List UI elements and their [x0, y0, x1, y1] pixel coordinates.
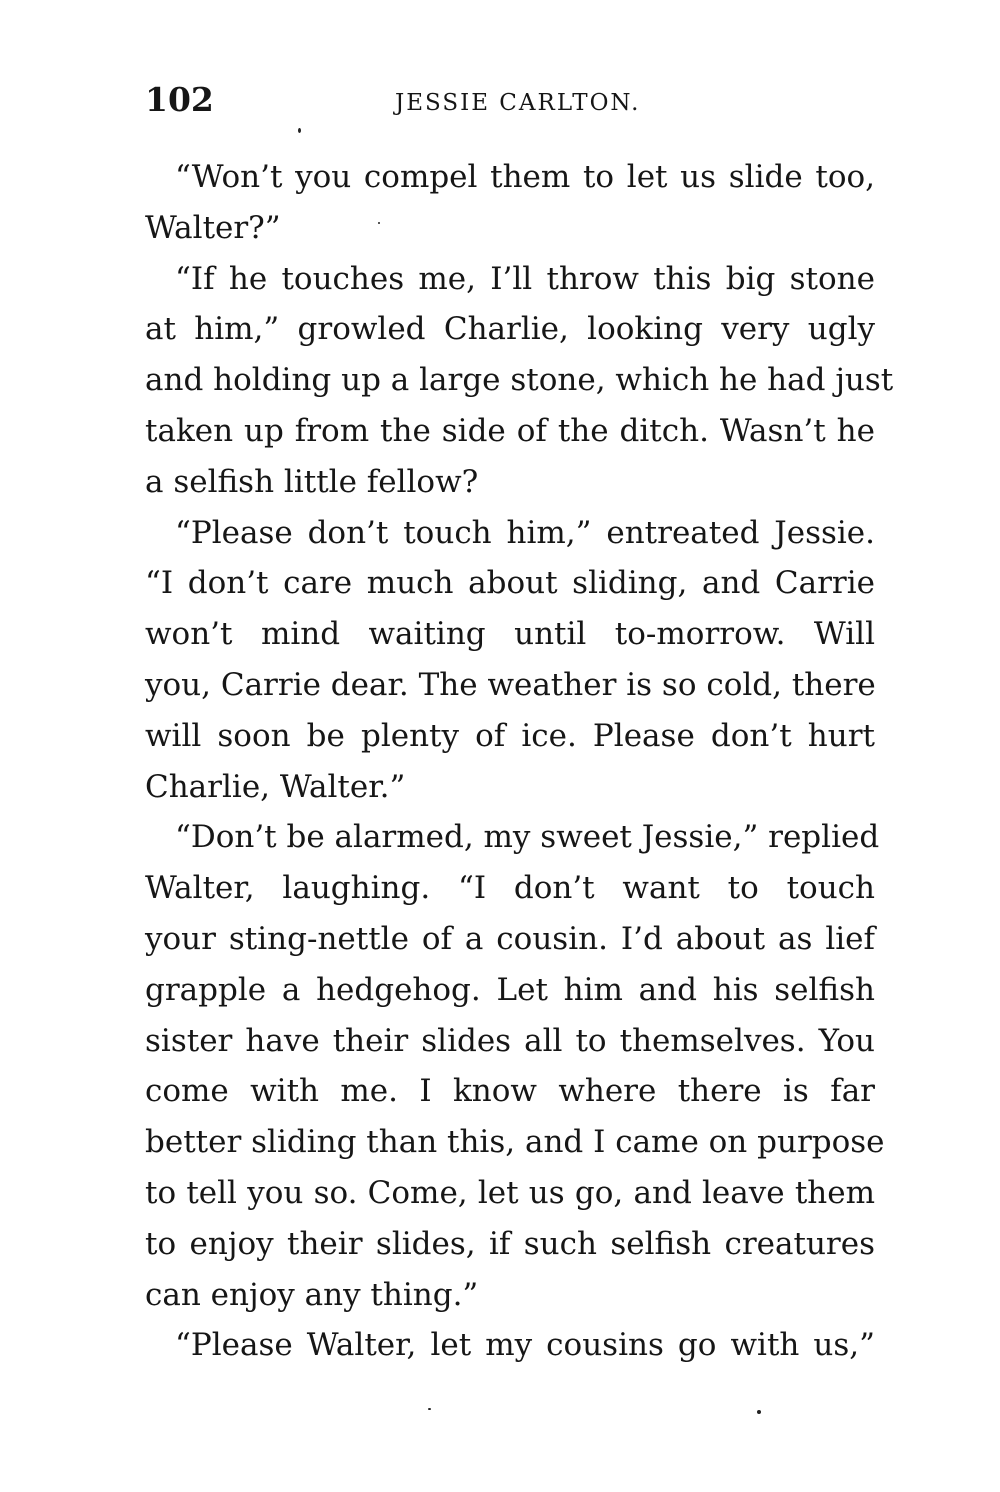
text-line: can enjoy any thing.” [145, 1276, 479, 1313]
text-line: sister have their slides all to themselves. You [145, 1022, 875, 1059]
text-line: will soon be plenty of ice. Please don’t hurt [145, 717, 875, 754]
body-text [145, 152, 894, 1371]
text-line: and holding up a large stone, which he had just [145, 362, 894, 399]
text-line: “Don’t be alarmed, my sweet Jessie,” replied [175, 819, 880, 856]
print-speck [298, 128, 301, 133]
text-line: won’t mind waiting until to-morrow. Will [145, 616, 875, 653]
text-line: you, Carrie dear. The weather is so cold, there [145, 666, 876, 703]
text-line: “If he touches me, I’ll throw this big stone [175, 260, 875, 297]
print-speck [428, 1408, 431, 1410]
text-line: your sting-nettle of a cousin. I’d about as lief [145, 920, 875, 957]
page-header [145, 80, 875, 130]
text-line: come with me. I know where there is far [145, 1073, 875, 1110]
text-line: Walter, laughing. “I don’t want to touch [145, 870, 875, 907]
print-speck [378, 222, 380, 224]
text-line: “Won’t you compel them to let us slide too, [175, 159, 875, 195]
text-line: to tell you so. Come, let us go, and leave them [145, 1174, 875, 1211]
print-speck [757, 1410, 761, 1414]
text-line: Walter?” [145, 209, 281, 246]
text-line: Charlie, Walter.” [145, 768, 406, 805]
text-line: a selfish little fellow? [145, 463, 479, 500]
text-line: better sliding than this, and I came on purpose [145, 1124, 885, 1161]
running-title: JESSIE CARLTON. [395, 90, 641, 116]
text-line: at him,” growled Charlie, looking very ugly [145, 311, 875, 348]
text-line: “Please Walter, let my cousins go with us,” [175, 1327, 875, 1364]
text-line: “I don’t care much about sliding, and Carrie [145, 565, 875, 602]
text-line: “Please don’t touch him,” entreated Jessie. [175, 514, 875, 551]
text-line: to enjoy their slides, if such selfish creatures [145, 1225, 875, 1262]
page-number: 102 [145, 80, 214, 119]
text-line: taken up from the side of the ditch. Wasn’t he [145, 412, 875, 449]
text-line: grapple a hedgehog. Let him and his selfish [145, 971, 875, 1008]
